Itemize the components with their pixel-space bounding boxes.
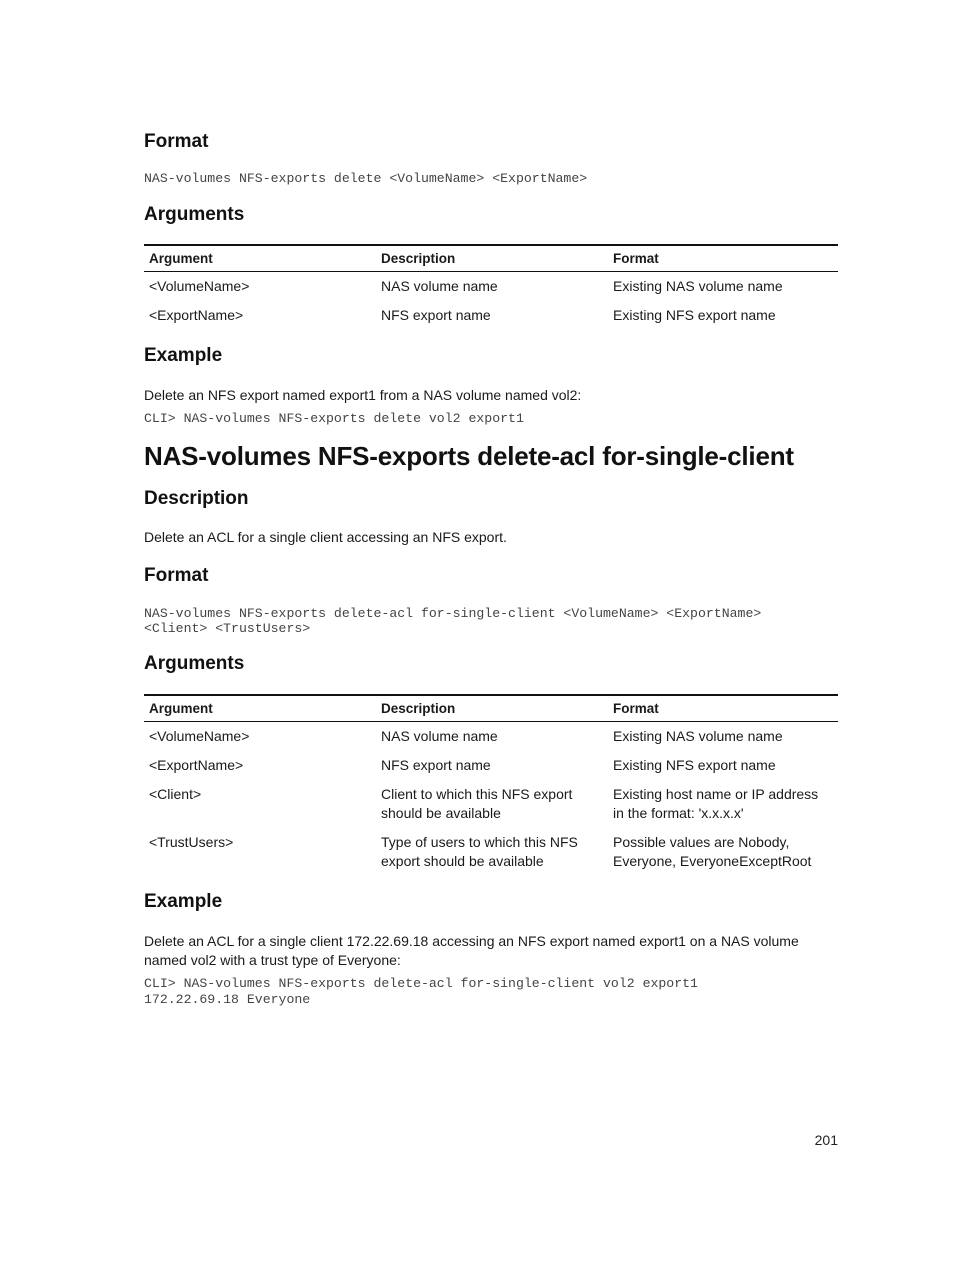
format-line: Possible values are Nobody, — [613, 834, 790, 850]
format-cell: Existing NFS export name — [613, 307, 776, 323]
example-code-2-line2: 172.22.69.18 Everyone — [144, 992, 311, 1007]
description-line: should be available — [381, 805, 501, 821]
table-row — [144, 301, 838, 330]
description-line: export should be available — [381, 853, 544, 869]
argument-cell: <ExportName> — [149, 757, 244, 773]
description-line: Type of users to which this NFS — [381, 834, 578, 850]
example-code-1: CLI> NAS-volumes NFS-exports delete vol2 export1 — [144, 411, 524, 426]
argument-cell: <Client> — [149, 786, 202, 802]
description-cell — [376, 828, 608, 876]
column-header-format: Format — [608, 245, 838, 272]
column-header-description: Description — [376, 245, 608, 272]
format-heading-1: Format — [144, 131, 209, 152]
description-heading: Description — [144, 488, 249, 509]
arguments-table-1 — [144, 244, 838, 330]
column-header-format: Format — [608, 695, 838, 722]
format-heading-2: Format — [144, 565, 209, 586]
column-header-argument: Argument — [144, 695, 376, 722]
example-heading-1: Example — [144, 345, 223, 366]
table-row — [144, 722, 838, 752]
example-text-2-line1: Delete an ACL for a single client 172.22.69.18 accessing an NFS export named export1 on a NAS volume — [144, 933, 799, 949]
description-line: Client to which this NFS export — [381, 786, 573, 802]
description-cell: NAS volume name — [381, 728, 498, 744]
format-line: Everyone, EveryoneExceptRoot — [613, 853, 812, 869]
format-cell: Existing NAS volume name — [613, 278, 783, 294]
column-header-argument: Argument — [144, 245, 376, 272]
example-code-2-line1: CLI> NAS-volumes NFS-exports delete-acl for-single-client vol2 export1 — [144, 976, 698, 991]
arguments-heading-2: Arguments — [144, 653, 245, 674]
example-text-1: Delete an NFS export named export1 from a NAS volume named vol2: — [144, 387, 582, 403]
table-row — [144, 780, 838, 828]
example-text-2-line2: named vol2 with a trust type of Everyone: — [144, 952, 401, 968]
table-row — [144, 751, 838, 780]
description-cell — [376, 780, 608, 828]
column-header-description: Description — [376, 695, 608, 722]
argument-cell: <TrustUsers> — [149, 834, 234, 850]
argument-cell: <VolumeName> — [149, 278, 250, 294]
format-cell — [608, 828, 838, 876]
arguments-table-2 — [144, 694, 838, 876]
description-cell: NFS export name — [381, 307, 491, 323]
description-text: Delete an ACL for a single client accessing an NFS export. — [144, 529, 507, 545]
table-header-row — [144, 695, 838, 722]
page-number: 201 — [814, 1132, 838, 1148]
table-header-row — [144, 245, 838, 272]
table-row — [144, 828, 838, 876]
description-cell: NAS volume name — [381, 278, 498, 294]
format-cell — [608, 780, 838, 828]
format-line: in the format: 'x.x.x.x' — [613, 805, 744, 821]
arguments-heading-1: Arguments — [144, 204, 245, 225]
format-line: Existing host name or IP address — [613, 786, 819, 802]
example-heading-2: Example — [144, 891, 223, 912]
format-code-1: NAS-volumes NFS-exports delete <VolumeName> <ExportName> — [144, 171, 588, 186]
argument-cell: <ExportName> — [149, 307, 244, 323]
description-cell: NFS export name — [381, 757, 491, 773]
format-cell: Existing NAS volume name — [613, 728, 783, 744]
format-cell: Existing NFS export name — [613, 757, 776, 773]
format-code-2-line1: NAS-volumes NFS-exports delete-acl for-single-client <VolumeName> <ExportName> — [144, 606, 762, 621]
table-row — [144, 272, 838, 302]
page-title: NAS-volumes NFS-exports delete-acl for-single-client — [144, 441, 794, 471]
argument-cell: <VolumeName> — [149, 728, 250, 744]
format-code-2-line2: <Client> <TrustUsers> — [144, 621, 311, 636]
